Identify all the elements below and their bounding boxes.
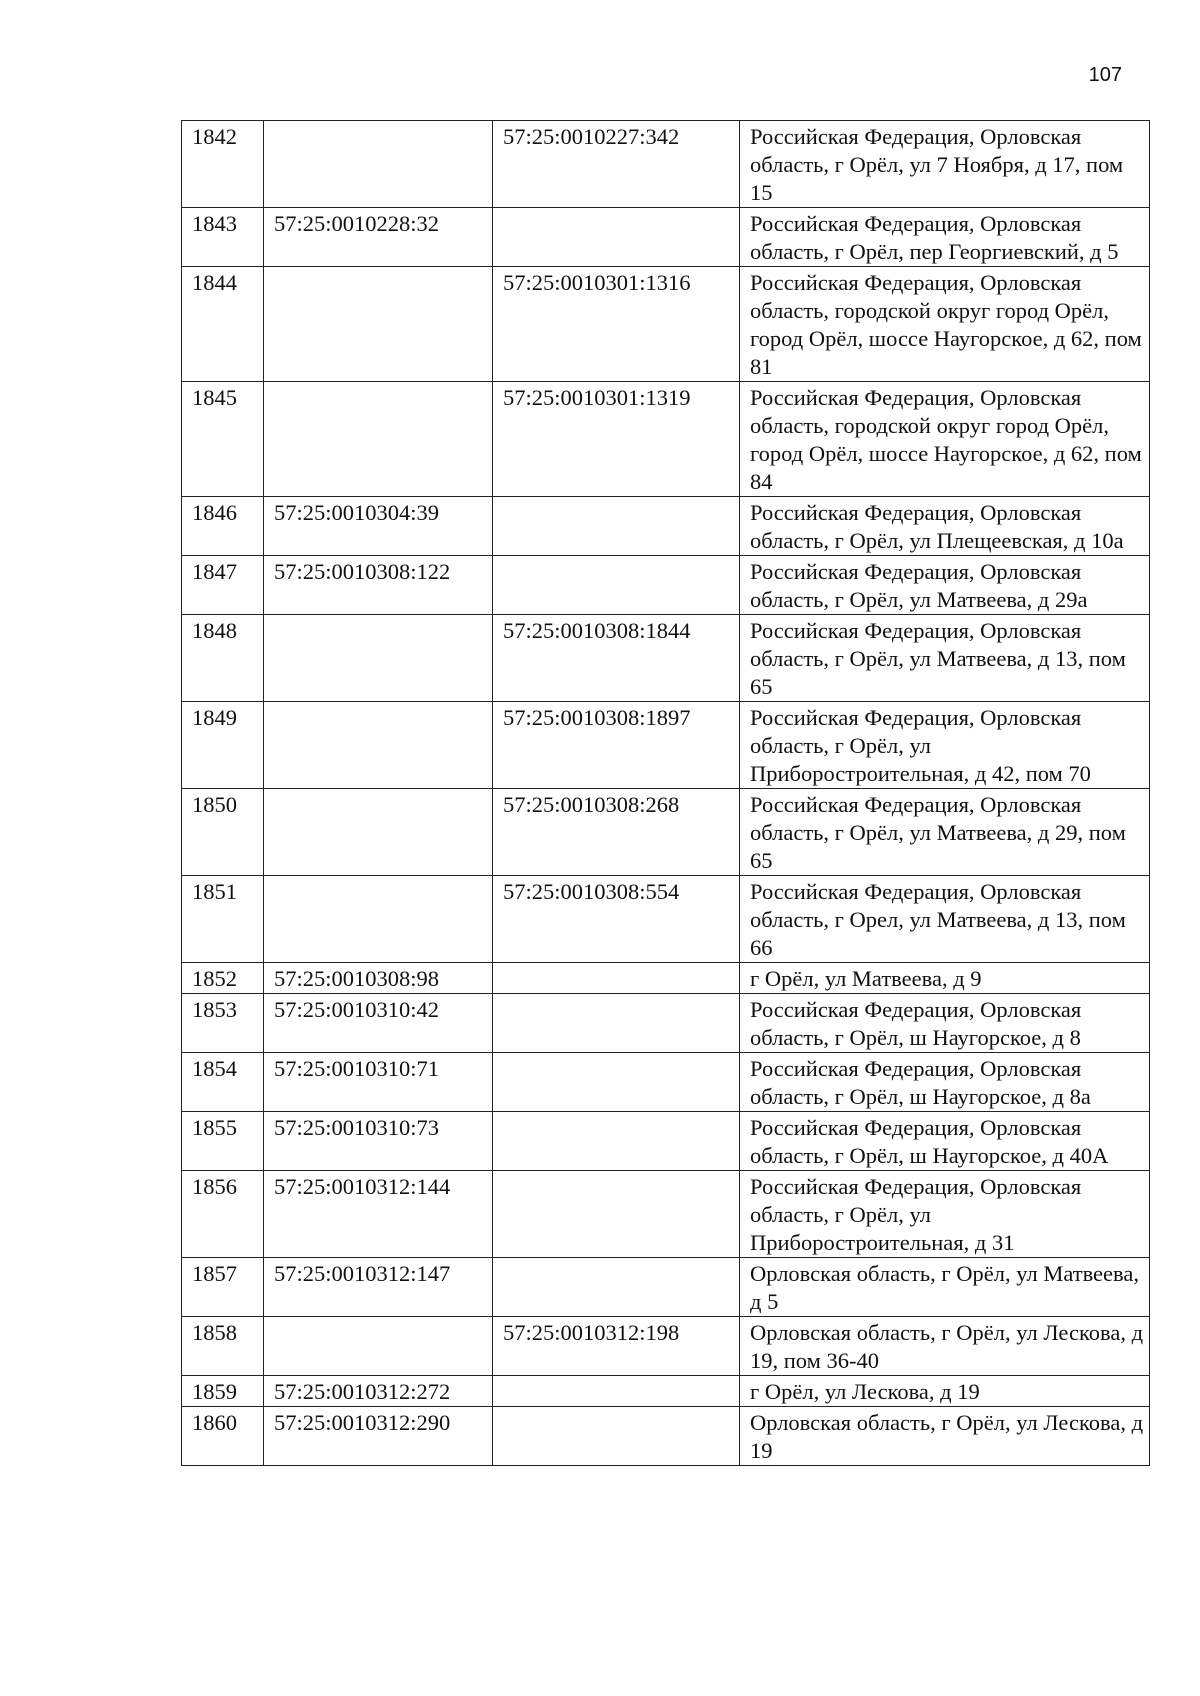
table-row bbox=[182, 963, 1150, 994]
land-cadastral-cell bbox=[264, 267, 493, 382]
row-number-cell: 1848 bbox=[182, 615, 264, 702]
row-number-cell: 1858 bbox=[182, 1317, 264, 1376]
land-cadastral-cell: 57:25:0010312:147 bbox=[264, 1258, 493, 1317]
table-row bbox=[182, 121, 1150, 208]
table-row bbox=[182, 615, 1150, 702]
building-cadastral-cell bbox=[493, 1376, 740, 1407]
registry-table-body bbox=[182, 121, 1150, 1466]
table-row bbox=[182, 1112, 1150, 1171]
land-cadastral-cell: 57:25:0010228:32 bbox=[264, 208, 493, 267]
address-cell: Российская Федерация, Орловская область, г Орёл, ул Приборостроительная, д 42, пом 70 bbox=[740, 702, 1150, 789]
table-row bbox=[182, 1407, 1150, 1466]
row-number-cell: 1842 bbox=[182, 121, 264, 208]
row-number-cell: 1853 bbox=[182, 994, 264, 1053]
land-cadastral-cell: 57:25:0010312:144 bbox=[264, 1171, 493, 1258]
land-cadastral-cell bbox=[264, 1317, 493, 1376]
address-cell: г Орёл, ул Матвеева, д 9 bbox=[740, 963, 1150, 994]
address-cell: Орловская область, г Орёл, ул Лескова, д 19 bbox=[740, 1407, 1150, 1466]
building-cadastral-cell bbox=[493, 208, 740, 267]
registry-table bbox=[181, 120, 1150, 1466]
table-row bbox=[182, 1376, 1150, 1407]
table-row bbox=[182, 1258, 1150, 1317]
land-cadastral-cell: 57:25:0010310:73 bbox=[264, 1112, 493, 1171]
table-row bbox=[182, 497, 1150, 556]
building-cadastral-cell bbox=[493, 1171, 740, 1258]
address-cell: Орловская область, г Орёл, ул Лескова, д 19, пом 36-40 bbox=[740, 1317, 1150, 1376]
row-number-cell: 1847 bbox=[182, 556, 264, 615]
table-row bbox=[182, 208, 1150, 267]
table-row bbox=[182, 876, 1150, 963]
land-cadastral-cell: 57:25:0010304:39 bbox=[264, 497, 493, 556]
address-cell: Российская Федерация, Орловская область, г Орёл, ул Матвеева, д 29, пом 65 bbox=[740, 789, 1150, 876]
row-number-cell: 1845 bbox=[182, 382, 264, 497]
building-cadastral-cell bbox=[493, 1112, 740, 1171]
building-cadastral-cell: 57:25:0010308:268 bbox=[493, 789, 740, 876]
building-cadastral-cell: 57:25:0010301:1319 bbox=[493, 382, 740, 497]
address-cell: Орловская область, г Орёл, ул Матвеева, д 5 bbox=[740, 1258, 1150, 1317]
land-cadastral-cell bbox=[264, 121, 493, 208]
address-cell: Российская Федерация, Орловская область, г Орёл, ш Наугорское, д 8 bbox=[740, 994, 1150, 1053]
row-number-cell: 1851 bbox=[182, 876, 264, 963]
building-cadastral-cell: 57:25:0010301:1316 bbox=[493, 267, 740, 382]
row-number-cell: 1846 bbox=[182, 497, 264, 556]
address-cell: Российская Федерация, Орловская область, г Орёл, ул Матвеева, д 13, пом 65 bbox=[740, 615, 1150, 702]
land-cadastral-cell bbox=[264, 382, 493, 497]
row-number-cell: 1843 bbox=[182, 208, 264, 267]
address-cell: Российская Федерация, Орловская область, г Орёл, ул Приборостроительная, д 31 bbox=[740, 1171, 1150, 1258]
row-number-cell: 1852 bbox=[182, 963, 264, 994]
land-cadastral-cell: 57:25:0010312:290 bbox=[264, 1407, 493, 1466]
land-cadastral-cell bbox=[264, 876, 493, 963]
table-row bbox=[182, 382, 1150, 497]
address-cell: Российская Федерация, Орловская область, г Орёл, ш Наугорское, д 40А bbox=[740, 1112, 1150, 1171]
table-row bbox=[182, 267, 1150, 382]
land-cadastral-cell bbox=[264, 702, 493, 789]
land-cadastral-cell bbox=[264, 615, 493, 702]
table-row bbox=[182, 1317, 1150, 1376]
address-cell: Российская Федерация, Орловская область, г Орёл, ул 7 Ноября, д 17, пом 15 bbox=[740, 121, 1150, 208]
row-number-cell: 1857 bbox=[182, 1258, 264, 1317]
table-row bbox=[182, 1053, 1150, 1112]
address-cell: Российская Федерация, Орловская область, г Орел, ул Матвеева, д 13, пом 66 bbox=[740, 876, 1150, 963]
row-number-cell: 1860 bbox=[182, 1407, 264, 1466]
land-cadastral-cell: 57:25:0010308:98 bbox=[264, 963, 493, 994]
land-cadastral-cell bbox=[264, 789, 493, 876]
building-cadastral-cell: 57:25:0010308:1844 bbox=[493, 615, 740, 702]
table-row bbox=[182, 556, 1150, 615]
address-cell: Российская Федерация, Орловская область, г Орёл, ш Наугорское, д 8а bbox=[740, 1053, 1150, 1112]
row-number-cell: 1849 bbox=[182, 702, 264, 789]
table-row bbox=[182, 1171, 1150, 1258]
address-cell: г Орёл, ул Лескова, д 19 bbox=[740, 1376, 1150, 1407]
building-cadastral-cell bbox=[493, 1053, 740, 1112]
address-cell: Российская Федерация, Орловская область, г Орёл, ул Матвеева, д 29а bbox=[740, 556, 1150, 615]
building-cadastral-cell bbox=[493, 1407, 740, 1466]
building-cadastral-cell: 57:25:0010308:554 bbox=[493, 876, 740, 963]
land-cadastral-cell: 57:25:0010310:42 bbox=[264, 994, 493, 1053]
row-number-cell: 1855 bbox=[182, 1112, 264, 1171]
land-cadastral-cell: 57:25:0010312:272 bbox=[264, 1376, 493, 1407]
building-cadastral-cell bbox=[493, 963, 740, 994]
table-row bbox=[182, 789, 1150, 876]
building-cadastral-cell bbox=[493, 994, 740, 1053]
building-cadastral-cell bbox=[493, 1258, 740, 1317]
address-cell: Российская Федерация, Орловская область, г Орёл, ул Плещеевская, д 10а bbox=[740, 497, 1150, 556]
building-cadastral-cell bbox=[493, 556, 740, 615]
row-number-cell: 1856 bbox=[182, 1171, 264, 1258]
table-row bbox=[182, 702, 1150, 789]
building-cadastral-cell: 57:25:0010312:198 bbox=[493, 1317, 740, 1376]
row-number-cell: 1844 bbox=[182, 267, 264, 382]
address-cell: Российская Федерация, Орловская область, городской округ город Орёл, город Орёл, шоссе Наугорское, д 62, пом 81 bbox=[740, 267, 1150, 382]
address-cell: Российская Федерация, Орловская область, городской округ город Орёл, город Орёл, шоссе Наугорское, д 62, пом 84 bbox=[740, 382, 1150, 497]
table-row bbox=[182, 994, 1150, 1053]
row-number-cell: 1859 bbox=[182, 1376, 264, 1407]
building-cadastral-cell: 57:25:0010227:342 bbox=[493, 121, 740, 208]
building-cadastral-cell bbox=[493, 497, 740, 556]
address-cell: Российская Федерация, Орловская область, г Орёл, пер Георгиевский, д 5 bbox=[740, 208, 1150, 267]
land-cadastral-cell: 57:25:0010310:71 bbox=[264, 1053, 493, 1112]
page-number: 107 bbox=[1088, 64, 1122, 86]
building-cadastral-cell: 57:25:0010308:1897 bbox=[493, 702, 740, 789]
land-cadastral-cell: 57:25:0010308:122 bbox=[264, 556, 493, 615]
row-number-cell: 1850 bbox=[182, 789, 264, 876]
row-number-cell: 1854 bbox=[182, 1053, 264, 1112]
